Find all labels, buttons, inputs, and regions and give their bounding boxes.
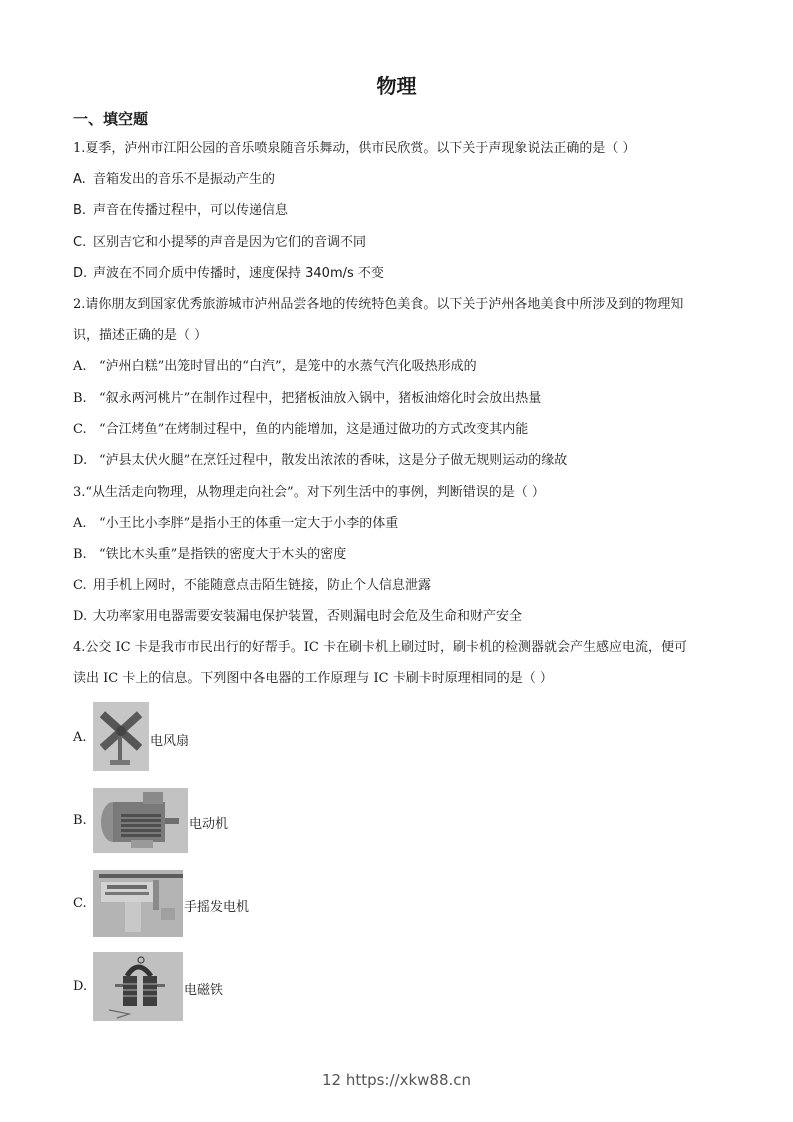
- electric-motor-icon: [93, 788, 188, 853]
- question-1-option-c: C. 区别吉它和小提琴的声音是因为它们的音调不同: [73, 235, 367, 250]
- electromagnet-label: 电磁铁: [184, 983, 224, 998]
- hand-crank-generator-icon: [93, 870, 183, 937]
- question-4-option-d-label: D.: [73, 979, 88, 994]
- option-label: C.: [73, 578, 87, 593]
- question-1-option-a: A. 音箱发出的音乐不是振动产生的: [73, 172, 276, 187]
- question-4-option-a-label: A.: [73, 730, 87, 745]
- electric-motor-photo: [93, 788, 188, 853]
- question-1-option-d: D. 声波在不同介质中传播时，速度保持 340m/s 不变: [73, 266, 384, 281]
- option-label: A.: [73, 172, 86, 187]
- page-footer: 12 https://xkw88.cn: [321, 1071, 472, 1089]
- question-number: 4.: [73, 640, 86, 655]
- question-2-option-d: D. “泸县太伏火腿”在烹饪过程中，散发出浓浓的香味，这是分子做无规则运动的缘故: [73, 453, 568, 468]
- question-4-stem-continued: 读出 IC 卡上的信息。下列图中各电器的工作原理与 IC 卡刷卡时原理相同的是（ ）: [73, 671, 553, 686]
- option-label: D.: [73, 609, 88, 624]
- page-title: 物理: [376, 74, 417, 98]
- electric-fan-label: 电风扇: [150, 734, 190, 749]
- question-2-option-b: B. “叙永两河桃片”在制作过程中，把猪板油放入锅中，猪板油熔化时会放出热量: [73, 391, 542, 406]
- option-label: B.: [73, 391, 87, 406]
- question-1-stem: 1.夏季，泸州市江阳公园的音乐喷泉随音乐舞动，供市民欣赏。以下关于声现象说法正确的是（ ）: [73, 141, 636, 156]
- option-label: A.: [73, 516, 87, 531]
- option-label: D.: [73, 266, 88, 281]
- question-2-stem: 2.请你朋友到国家优秀旅游城市泸州品尝各地的传统特色美食。以下关于泸州各地美食中所涉及到的物理知: [73, 297, 684, 312]
- option-label: C.: [73, 422, 87, 437]
- question-3-option-d: D. 大功率家用电器需要安装漏电保护装置，否则漏电时会危及生命和财产安全: [73, 609, 523, 624]
- question-number: 2.: [73, 297, 86, 312]
- question-number: 1.: [73, 141, 86, 156]
- question-number: 3.: [73, 485, 86, 500]
- question-3-option-b: B. “铁比木头重”是指铁的密度大于木头的密度: [73, 547, 347, 562]
- question-2-option-c: C. “合江烤鱼”在烤制过程中，鱼的内能增加，这是通过做功的方式改变其内能: [73, 422, 529, 437]
- electromagnet-photo: [93, 952, 183, 1021]
- option-label: D.: [73, 453, 88, 468]
- hand-crank-generator-photo: [93, 870, 183, 937]
- question-3-option-a: A. “小王比小李胖”是指小王的体重一定大于小李的体重: [73, 516, 399, 531]
- question-1-option-b: B. 声音在传播过程中，可以传递信息: [73, 203, 289, 218]
- question-3-option-c: C. 用手机上网时，不能随意点击陌生链接，防止个人信息泄露: [73, 578, 432, 593]
- question-4-stem: 4.公交 IC 卡是我市市民出行的好帮手。IC 卡在刷卡机上刷过时，刷卡机的检测器就会产生感应电流，便可: [73, 640, 687, 655]
- electric-fan-icon: [93, 702, 149, 771]
- option-label: C.: [73, 235, 87, 250]
- option-label: B.: [73, 203, 87, 218]
- electromagnet-icon: [93, 952, 183, 1021]
- question-4-option-c-label: C.: [73, 896, 87, 911]
- hand-crank-generator-label: 手摇发电机: [184, 900, 250, 915]
- option-label: B.: [73, 547, 87, 562]
- section-heading: 一、填空题: [73, 110, 149, 128]
- question-3-stem: 3.“从生活走向物理，从物理走向社会”。对下列生活中的事例，判断错误的是（ ）: [73, 485, 545, 500]
- question-2-option-a: A. “泸州白糕”出笼时冒出的“白汽”，是笼中的水蒸气汽化吸热形成的: [73, 359, 477, 374]
- option-label: A.: [73, 359, 87, 374]
- question-4-option-b-label: B.: [73, 813, 87, 828]
- electric-motor-label: 电动机: [189, 817, 229, 832]
- question-2-stem-continued: 识，描述正确的是（ ）: [73, 328, 208, 343]
- electric-fan-photo: [93, 702, 149, 771]
